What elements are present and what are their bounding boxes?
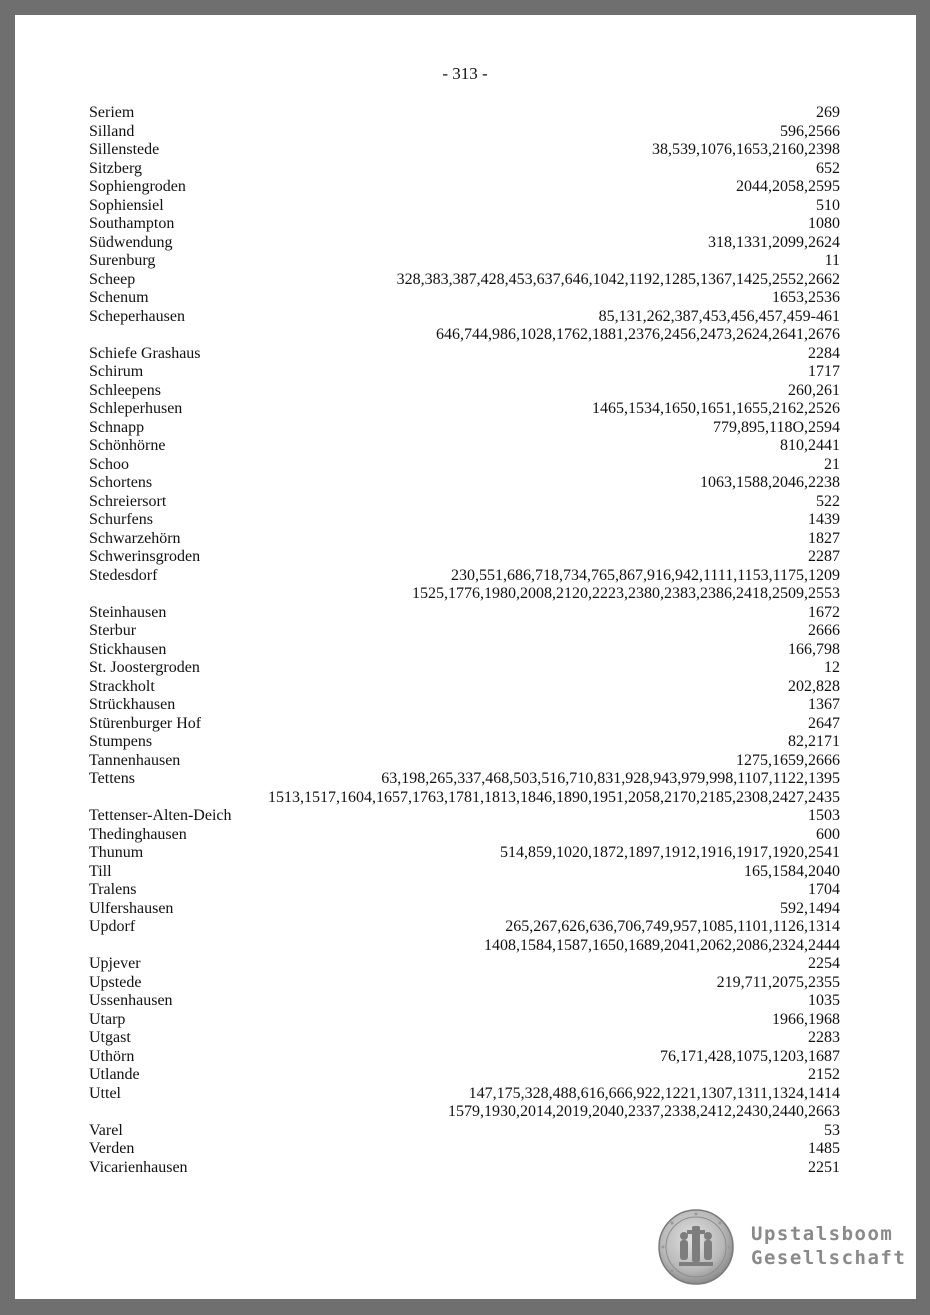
place-name: Tettenser-Alten-Deich (89, 807, 232, 824)
entry-row (89, 641, 840, 660)
index-entry (89, 141, 840, 160)
page-number: - 313 - (442, 64, 488, 83)
index-entry (89, 511, 840, 530)
page-refs: 53 (824, 1121, 840, 1139)
logo-line-1: Upstalsboom (751, 1223, 894, 1245)
place-name: Schurfens (89, 511, 153, 528)
entry-row (89, 160, 840, 179)
index-entry (89, 659, 840, 678)
page-refs: 2251 (808, 1158, 840, 1176)
page-refs: 514,859,1020,1872,1897,1912,1916,1917,1920,2541 (500, 844, 840, 861)
place-name: Upstede (89, 973, 142, 991)
place-name: Uthörn (89, 1047, 135, 1065)
page-refs: 2647 (808, 714, 840, 732)
page-refs: 592,1494 (780, 899, 840, 917)
page-refs: 82,2171 (788, 733, 840, 750)
page-refs: 596,2566 (780, 122, 840, 140)
page-refs: 260,261 (788, 381, 840, 399)
place-name: Surenburg (89, 252, 156, 269)
index-entry (89, 770, 840, 807)
place-name: Silland (89, 122, 135, 140)
index-entry (89, 363, 840, 382)
entry-row (89, 141, 840, 160)
entry-row (89, 807, 840, 826)
page-refs: 2284 (808, 344, 840, 362)
place-name: Tannenhausen (89, 751, 181, 769)
place-name: Sophiengroden (89, 178, 186, 195)
page-refs: 2044,2058,2595 (736, 178, 840, 195)
index-entry (89, 1140, 840, 1159)
place-name: St. Joostergroden (89, 659, 200, 676)
page-refs: 2152 (808, 1066, 840, 1083)
index-entry (89, 271, 840, 290)
place-name: Schönhörne (89, 437, 166, 454)
page-refs: 2666 (808, 622, 840, 639)
page-refs: 265,267,626,636,706,749,957,1085,1101,1126,1314 (505, 918, 840, 935)
index-entry (89, 1011, 840, 1030)
index-entry (89, 104, 840, 123)
entry-row (89, 1085, 840, 1104)
index-entry (89, 234, 840, 253)
page-refs: 652 (816, 159, 840, 177)
entry-row (89, 659, 840, 678)
place-name: Thedinghausen (89, 825, 187, 843)
index-entry (89, 456, 840, 475)
entry-row (89, 715, 840, 734)
place-name: Utlande (89, 1066, 140, 1083)
place-name: Updorf (89, 918, 136, 935)
page-refs-continued: 646,744,986,1028,1762,1881,2376,2456,2473,2624,2641,2676 (436, 326, 840, 343)
entry-row (89, 844, 840, 863)
index-entry (89, 863, 840, 882)
index-entry (89, 622, 840, 641)
entry-row (89, 271, 840, 290)
index-entry (89, 178, 840, 197)
entry-row (89, 1159, 840, 1178)
index-entry (89, 678, 840, 697)
place-name: Utgast (89, 1029, 131, 1046)
place-name: Steinhausen (89, 603, 167, 621)
entry-row (89, 363, 840, 382)
index-entry (89, 844, 840, 863)
place-index (89, 104, 840, 1177)
index-entry (89, 1029, 840, 1048)
place-name: Scheep (89, 270, 136, 288)
page-refs: 202,828 (788, 677, 840, 695)
page-refs: 166,798 (788, 640, 840, 658)
index-entry (89, 974, 840, 993)
place-name: Schwarzehörn (89, 529, 181, 547)
place-name: Schwerinsgroden (89, 548, 201, 565)
index-entry (89, 918, 840, 955)
page-refs: 12 (824, 659, 840, 676)
page-refs: 76,171,428,1075,1203,1687 (660, 1047, 840, 1065)
page-refs: 2287 (808, 548, 840, 565)
index-entry (89, 493, 840, 512)
place-name: Utarp (89, 1010, 126, 1028)
entry-row (89, 178, 840, 197)
entry-row (89, 881, 840, 900)
place-name: Till (89, 862, 112, 880)
place-name: Ussenhausen (89, 992, 173, 1009)
entry-row (89, 900, 840, 919)
place-name: Schortens (89, 474, 153, 491)
page-refs: 2254 (808, 955, 840, 972)
place-name: Sterbur (89, 622, 137, 639)
place-name: Strackholt (89, 677, 155, 695)
page-refs: 510 (816, 196, 840, 214)
place-name: Southampton (89, 215, 175, 232)
index-entry (89, 567, 840, 604)
page-refs: 1485 (808, 1140, 840, 1157)
page-refs: 600 (816, 825, 840, 843)
index-entry (89, 160, 840, 179)
page-refs: 1035 (808, 992, 840, 1009)
page-refs-continued: 1513,1517,1604,1657,1763,1781,1813,1846,1890,1951,2058,2170,2185,2308,2427,2435 (268, 788, 840, 806)
page-refs: 318,1331,2099,2624 (708, 233, 840, 251)
index-entry (89, 641, 840, 660)
entry-row (89, 992, 840, 1011)
place-name: Strückhausen (89, 696, 176, 713)
entry-row (89, 567, 840, 586)
place-name: Tralens (89, 881, 137, 898)
index-entry (89, 881, 840, 900)
entry-row (89, 511, 840, 530)
entry-row (89, 770, 840, 789)
entry-row (89, 1122, 840, 1141)
index-entry (89, 382, 840, 401)
entry-row (89, 1011, 840, 1030)
index-entry (89, 826, 840, 845)
index-entry (89, 696, 840, 715)
entry-row (89, 345, 840, 364)
entry-row (89, 826, 840, 845)
page-refs: 269 (816, 104, 840, 121)
page-refs: 38,539,1076,1653,2160,2398 (652, 141, 840, 158)
page-refs: 1966,1968 (772, 1010, 840, 1028)
entry-row (89, 419, 840, 438)
place-name: Upjever (89, 955, 141, 972)
index-entry (89, 752, 840, 771)
index-entry (89, 900, 840, 919)
page-refs: 11 (824, 252, 840, 269)
index-entry (89, 715, 840, 734)
place-name: Sitzberg (89, 159, 143, 177)
page-refs: 85,131,262,387,453,456,457,459-461 (598, 307, 840, 325)
page-refs: 1275,1659,2666 (736, 751, 840, 769)
entry-row (89, 1140, 840, 1159)
entry-row (89, 863, 840, 882)
entry-row (89, 474, 840, 493)
index-entry (89, 215, 840, 234)
place-name: Tettens (89, 770, 135, 787)
page-refs: 328,383,387,428,453,637,646,1042,1192,1285,1367,1425,2552,2662 (396, 270, 840, 288)
index-entry (89, 1159, 840, 1178)
place-name: Varel (89, 1121, 123, 1139)
entry-row (89, 1066, 840, 1085)
index-entry (89, 252, 840, 271)
index-entry (89, 474, 840, 493)
entry-row (89, 493, 840, 512)
place-name: Vicarienhausen (89, 1158, 188, 1176)
index-entry (89, 123, 840, 142)
page-refs: 1827 (808, 529, 840, 547)
place-name: Thunum (89, 844, 144, 861)
entry-row (89, 1048, 840, 1067)
entry-row (89, 604, 840, 623)
entry-row (89, 382, 840, 401)
place-name: Schreiersort (89, 492, 167, 510)
page-refs: 810,2441 (780, 437, 840, 454)
place-name: Sillenstede (89, 141, 160, 158)
page-refs: 1439 (808, 511, 840, 528)
place-name: Südwendung (89, 233, 173, 251)
page-refs: 1704 (808, 881, 840, 898)
entry-row (89, 197, 840, 216)
entry-row (89, 678, 840, 697)
entry-row (89, 622, 840, 641)
entry-row (89, 289, 840, 308)
page-refs: 63,198,265,337,468,503,516,710,831,928,943,979,998,1107,1122,1395 (381, 770, 840, 787)
place-name: Schleepens (89, 381, 161, 399)
index-entry (89, 530, 840, 549)
entry-row (89, 215, 840, 234)
index-entry (89, 807, 840, 826)
page-refs: 1080 (808, 215, 840, 232)
entry-row (89, 733, 840, 752)
entry-row (89, 104, 840, 123)
page-refs: 1063,1588,2046,2238 (700, 474, 840, 491)
logo-line-2: Gesellschaft (751, 1247, 907, 1269)
upstalsboom-logo (657, 1208, 905, 1286)
index-entry (89, 197, 840, 216)
index-entry (89, 955, 840, 974)
place-name: Sophiensiel (89, 196, 164, 214)
entry-row (89, 548, 840, 567)
entry-row (89, 696, 840, 715)
page-refs: 1653,2536 (772, 289, 840, 306)
page-refs-continued: 1408,1584,1587,1650,1689,2041,2062,2086,2324,2444 (484, 936, 840, 954)
index-entry (89, 1122, 840, 1141)
logo-text (751, 1222, 906, 1270)
page-refs: 21 (824, 455, 840, 473)
page-refs: 522 (816, 492, 840, 510)
page-refs: 230,551,686,718,734,765,867,916,942,1111,1153,1175,1209 (450, 566, 840, 584)
index-entry (89, 1048, 840, 1067)
place-name: Schenum (89, 289, 149, 306)
place-name: Seriem (89, 104, 135, 121)
entry-row (89, 1029, 840, 1048)
place-name: Schirum (89, 363, 144, 380)
place-name: Scheperhausen (89, 307, 185, 325)
place-name: Stumpens (89, 733, 153, 750)
entry-row (89, 974, 840, 993)
index-entry (89, 308, 840, 345)
index-entry (89, 419, 840, 438)
entry-row (89, 456, 840, 475)
page-refs: 2283 (808, 1029, 840, 1046)
page-refs-continued: 1525,1776,1980,2008,2120,2223,2380,2383,2386,2418,2509,2553 (412, 585, 840, 602)
page-refs: 219,711,2075,2355 (716, 973, 840, 991)
page-refs: 1717 (808, 363, 840, 380)
index-entry (89, 548, 840, 567)
seal-icon (657, 1208, 735, 1286)
entry-row (89, 918, 840, 937)
place-name: Stickhausen (89, 640, 167, 658)
entry-row (89, 308, 840, 327)
index-entry (89, 345, 840, 364)
place-name: Verden (89, 1140, 135, 1157)
index-entry (89, 604, 840, 623)
page-refs-continued: 1579,1930,2014,2019,2040,2337,2338,2412,2430,2440,2663 (448, 1103, 840, 1120)
page-refs: 779,895,118O,2594 (713, 418, 840, 436)
place-name: Uttel (89, 1084, 121, 1102)
index-entry (89, 1066, 840, 1085)
page-refs: 1465,1534,1650,1651,1655,2162,2526 (592, 400, 840, 417)
place-name: Schnapp (89, 418, 145, 436)
index-entry (89, 733, 840, 752)
page-refs: 1367 (808, 696, 840, 713)
entry-row (89, 123, 840, 142)
index-entry (89, 289, 840, 308)
page-refs: 165,1584,2040 (744, 862, 840, 880)
page-refs: 147,175,328,488,616,666,922,1221,1307,1311,1324,1414 (468, 1084, 840, 1102)
page-refs: 1503 (808, 807, 840, 824)
place-name: Stedesdorf (89, 566, 158, 584)
index-entry (89, 992, 840, 1011)
index-entry (89, 1085, 840, 1122)
entry-row (89, 955, 840, 974)
entry-row (89, 530, 840, 549)
index-entry (89, 437, 840, 456)
index-entry (89, 400, 840, 419)
place-name: Schleperhusen (89, 400, 183, 417)
page-refs: 1672 (808, 603, 840, 621)
place-name: Ulfershausen (89, 899, 174, 917)
place-name: Schoo (89, 455, 129, 473)
entry-row (89, 400, 840, 419)
entry-row (89, 752, 840, 771)
place-name: Stürenburger Hof (89, 714, 202, 732)
entry-row (89, 252, 840, 271)
place-name: Schiefe Grashaus (89, 344, 201, 362)
entry-row (89, 437, 840, 456)
entry-row (89, 234, 840, 253)
